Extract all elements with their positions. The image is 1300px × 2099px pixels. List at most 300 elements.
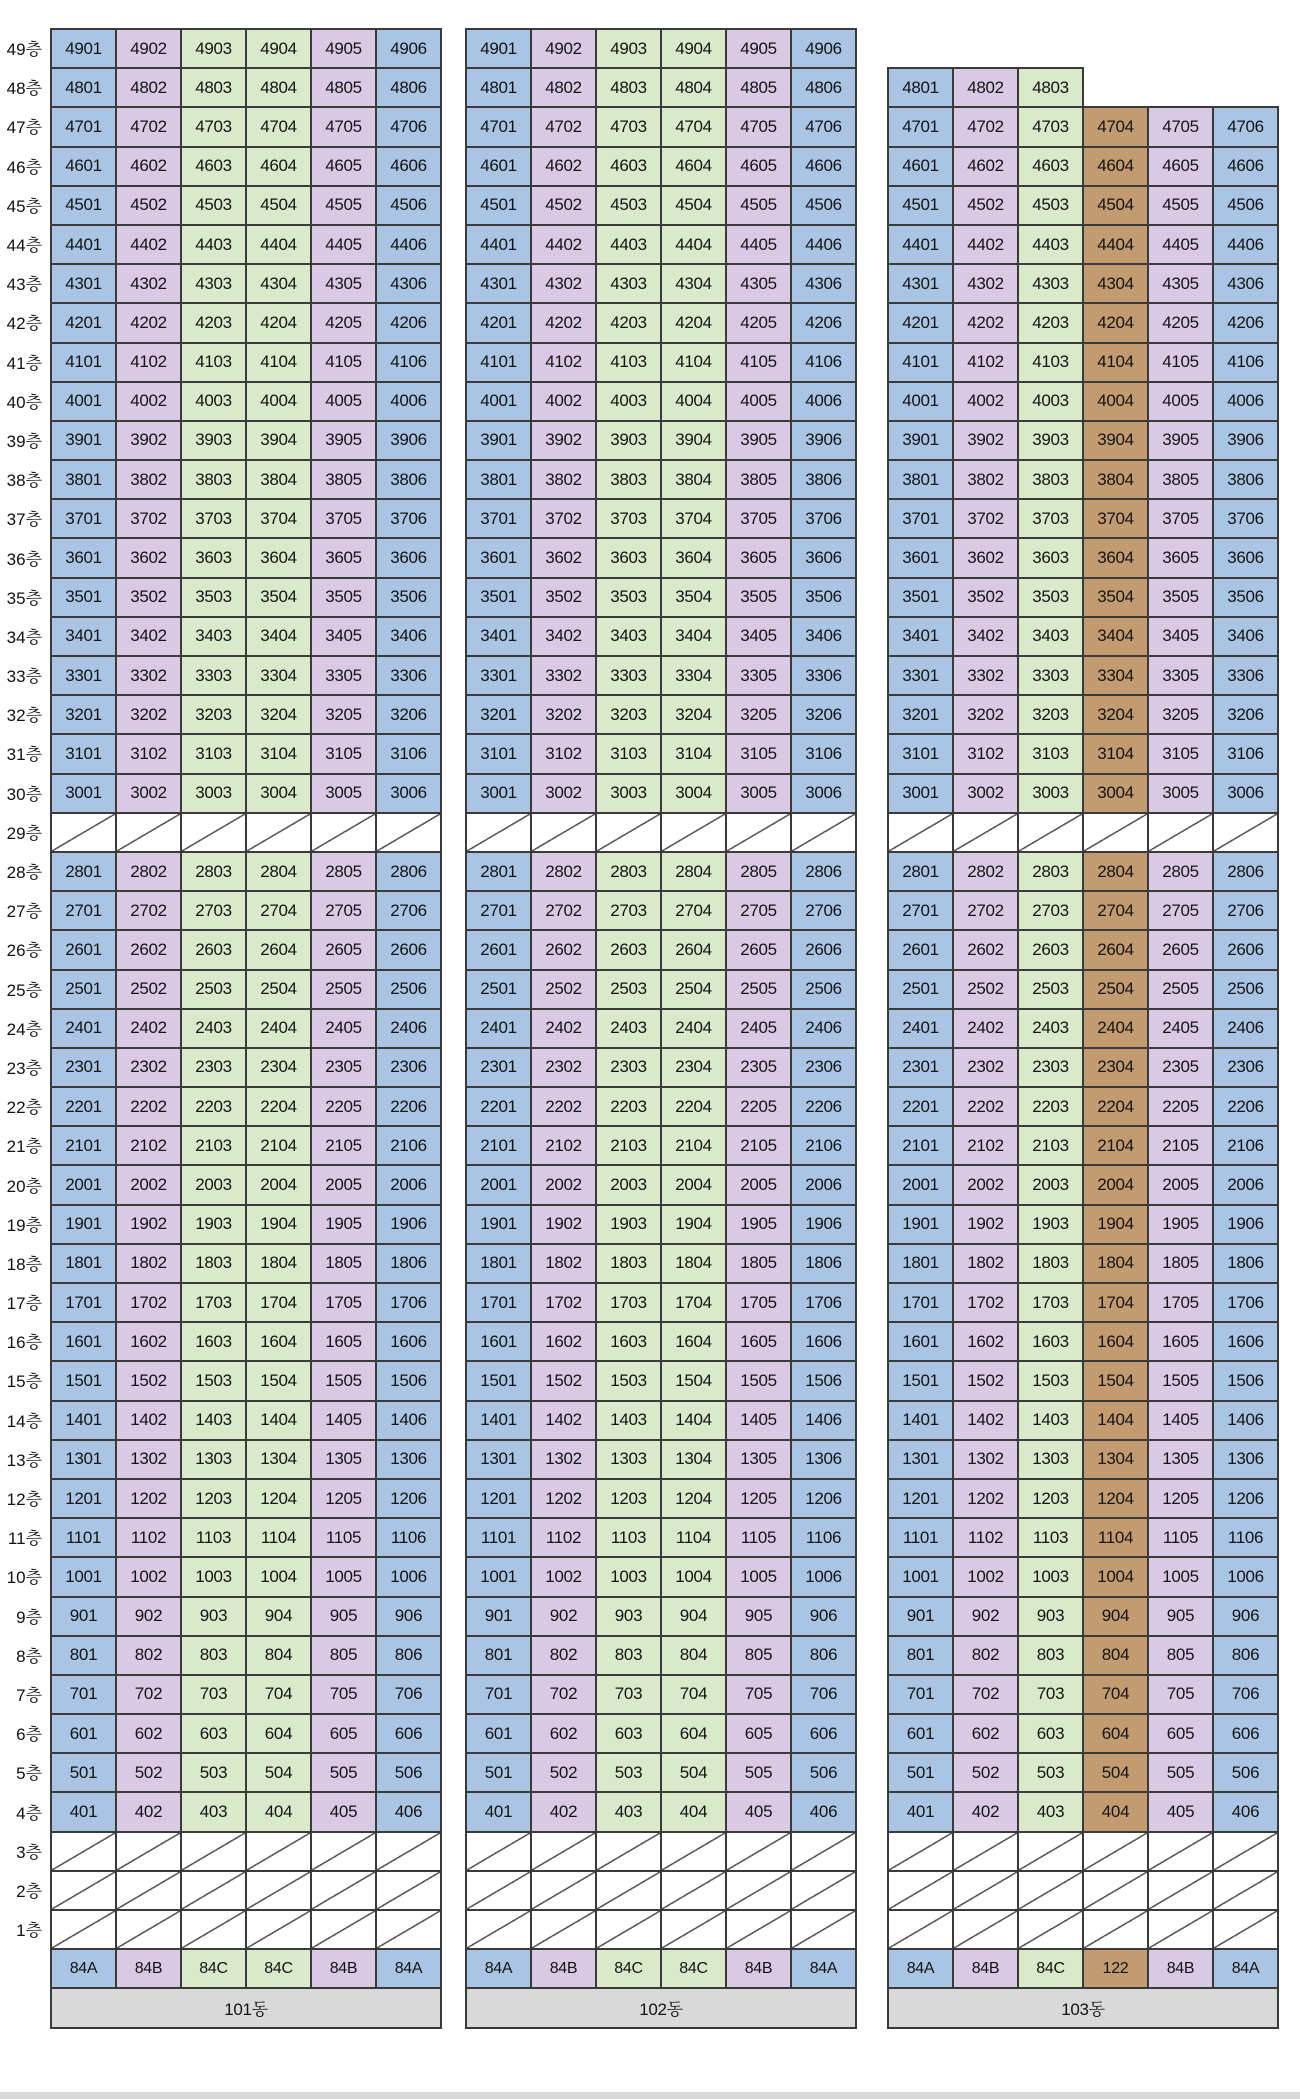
unit-cell[interactable]: 4004 — [661, 382, 726, 421]
unit-cell[interactable]: 3403 — [1018, 617, 1083, 656]
unit-cell[interactable]: 4203 — [181, 303, 246, 342]
unit-cell[interactable]: 4001 — [466, 382, 531, 421]
unit-cell[interactable]: 1801 — [466, 1244, 531, 1283]
unit-cell[interactable]: 3502 — [116, 578, 181, 617]
unit-cell[interactable]: 3002 — [116, 774, 181, 813]
unit-cell[interactable]: 3904 — [1083, 421, 1148, 460]
unit-cell[interactable]: 1406 — [1213, 1401, 1278, 1440]
unit-cell[interactable]: 4505 — [311, 186, 376, 225]
unit-cell[interactable]: 1304 — [1083, 1440, 1148, 1479]
unit-cell[interactable]: 1403 — [1018, 1401, 1083, 1440]
unit-cell[interactable]: 2404 — [1083, 1009, 1148, 1048]
unit-cell[interactable]: 4205 — [311, 303, 376, 342]
unit-cell[interactable]: 2302 — [531, 1048, 596, 1087]
unit-cell[interactable]: 3402 — [116, 617, 181, 656]
unit-cell[interactable]: 1405 — [1148, 1401, 1213, 1440]
unit-cell[interactable]: 1501 — [888, 1361, 953, 1400]
unit-cell[interactable]: 3205 — [726, 695, 791, 734]
unit-cell[interactable]: 2802 — [116, 852, 181, 891]
unit-cell[interactable]: 4801 — [51, 68, 116, 107]
unit-cell[interactable]: 3405 — [1148, 617, 1213, 656]
unit-cell[interactable]: 3501 — [888, 578, 953, 617]
unit-cell[interactable]: 4406 — [376, 225, 441, 264]
unit-cell[interactable]: 2103 — [1018, 1126, 1083, 1165]
unit-cell[interactable]: 505 — [311, 1753, 376, 1792]
unit-cell[interactable]: 1801 — [51, 1244, 116, 1283]
unit-cell[interactable]: 4702 — [953, 107, 1018, 146]
unit-cell[interactable]: 2105 — [1148, 1126, 1213, 1165]
unit-cell[interactable]: 602 — [531, 1714, 596, 1753]
unit-cell[interactable]: 4606 — [791, 147, 856, 186]
unit-cell[interactable]: 1802 — [116, 1244, 181, 1283]
unit-cell[interactable]: 3906 — [1213, 421, 1278, 460]
unit-cell[interactable]: 2402 — [116, 1009, 181, 1048]
unit-cell[interactable]: 401 — [466, 1792, 531, 1831]
unit-cell[interactable]: 1305 — [311, 1440, 376, 1479]
unit-cell[interactable]: 3004 — [246, 774, 311, 813]
unit-cell[interactable]: 3203 — [1018, 695, 1083, 734]
unit-cell[interactable]: 806 — [791, 1636, 856, 1675]
unit-cell[interactable]: 906 — [791, 1597, 856, 1636]
unit-cell[interactable]: 2202 — [531, 1087, 596, 1126]
unit-cell[interactable]: 2806 — [1213, 852, 1278, 891]
unit-cell[interactable]: 2606 — [1213, 930, 1278, 969]
unit-cell[interactable]: 3305 — [1148, 656, 1213, 695]
unit-cell[interactable]: 1205 — [726, 1479, 791, 1518]
unit-cell[interactable]: 3805 — [726, 460, 791, 499]
unit-cell[interactable]: 4105 — [311, 343, 376, 382]
unit-cell[interactable]: 1602 — [116, 1322, 181, 1361]
unit-cell[interactable]: 1102 — [531, 1518, 596, 1557]
unit-cell[interactable]: 2802 — [531, 852, 596, 891]
unit-cell[interactable]: 1202 — [531, 1479, 596, 1518]
unit-cell[interactable]: 1403 — [596, 1401, 661, 1440]
unit-cell[interactable]: 4201 — [466, 303, 531, 342]
unit-cell[interactable]: 2005 — [311, 1165, 376, 1204]
unit-cell[interactable]: 1701 — [466, 1283, 531, 1322]
unit-cell[interactable]: 2404 — [246, 1009, 311, 1048]
unit-cell[interactable]: 2401 — [51, 1009, 116, 1048]
unit-cell[interactable]: 2106 — [376, 1126, 441, 1165]
unit-cell[interactable]: 804 — [1083, 1636, 1148, 1675]
unit-cell[interactable]: 4206 — [376, 303, 441, 342]
unit-cell[interactable]: 4702 — [116, 107, 181, 146]
unit-cell[interactable]: 1702 — [953, 1283, 1018, 1322]
unit-cell[interactable]: 4204 — [1083, 303, 1148, 342]
unit-cell[interactable]: 1002 — [953, 1557, 1018, 1596]
unit-cell[interactable]: 2006 — [791, 1165, 856, 1204]
unit-cell[interactable]: 402 — [116, 1792, 181, 1831]
unit-cell[interactable]: 806 — [1213, 1636, 1278, 1675]
unit-cell[interactable]: 1003 — [181, 1557, 246, 1596]
unit-cell[interactable]: 3304 — [1083, 656, 1148, 695]
unit-cell[interactable]: 4506 — [1213, 186, 1278, 225]
unit-cell[interactable]: 504 — [661, 1753, 726, 1792]
unit-cell[interactable]: 1205 — [1148, 1479, 1213, 1518]
unit-cell[interactable]: 3504 — [1083, 578, 1148, 617]
unit-cell[interactable]: 1605 — [311, 1322, 376, 1361]
unit-cell[interactable]: 3706 — [376, 499, 441, 538]
unit-cell[interactable]: 605 — [311, 1714, 376, 1753]
unit-cell[interactable]: 1906 — [1213, 1205, 1278, 1244]
unit-cell[interactable]: 1206 — [1213, 1479, 1278, 1518]
unit-cell[interactable]: 505 — [726, 1753, 791, 1792]
unit-cell[interactable]: 1803 — [181, 1244, 246, 1283]
unit-cell[interactable]: 4406 — [1213, 225, 1278, 264]
unit-cell[interactable]: 3804 — [246, 460, 311, 499]
unit-cell[interactable]: 3703 — [596, 499, 661, 538]
unit-cell[interactable]: 3604 — [661, 538, 726, 577]
unit-cell[interactable]: 1705 — [726, 1283, 791, 1322]
unit-cell[interactable]: 1604 — [246, 1322, 311, 1361]
unit-cell[interactable]: 602 — [116, 1714, 181, 1753]
unit-cell[interactable]: 4804 — [246, 68, 311, 107]
unit-cell[interactable]: 801 — [466, 1636, 531, 1675]
unit-cell[interactable]: 1901 — [51, 1205, 116, 1244]
unit-cell[interactable]: 1503 — [181, 1361, 246, 1400]
unit-cell[interactable]: 4503 — [596, 186, 661, 225]
unit-cell[interactable]: 3506 — [791, 578, 856, 617]
unit-cell[interactable]: 3603 — [596, 538, 661, 577]
unit-cell[interactable]: 4003 — [596, 382, 661, 421]
unit-cell[interactable]: 2603 — [596, 930, 661, 969]
unit-cell[interactable]: 3406 — [376, 617, 441, 656]
unit-cell[interactable]: 3106 — [791, 734, 856, 773]
unit-cell[interactable]: 2306 — [1213, 1048, 1278, 1087]
unit-cell[interactable]: 3003 — [1018, 774, 1083, 813]
unit-cell[interactable]: 3705 — [311, 499, 376, 538]
unit-cell[interactable]: 3302 — [116, 656, 181, 695]
unit-cell[interactable]: 2702 — [531, 891, 596, 930]
unit-cell[interactable]: 1304 — [246, 1440, 311, 1479]
unit-cell[interactable]: 604 — [661, 1714, 726, 1753]
unit-cell[interactable]: 3203 — [181, 695, 246, 734]
unit-cell[interactable]: 1203 — [181, 1479, 246, 1518]
unit-cell[interactable]: 1501 — [51, 1361, 116, 1400]
unit-cell[interactable]: 1106 — [376, 1518, 441, 1557]
unit-cell[interactable]: 2803 — [181, 852, 246, 891]
unit-cell[interactable]: 1102 — [953, 1518, 1018, 1557]
unit-cell[interactable]: 3606 — [791, 538, 856, 577]
unit-cell[interactable]: 2704 — [661, 891, 726, 930]
unit-cell[interactable]: 3801 — [466, 460, 531, 499]
unit-cell[interactable]: 2002 — [953, 1165, 1018, 1204]
unit-cell[interactable]: 1606 — [376, 1322, 441, 1361]
unit-cell[interactable]: 4602 — [531, 147, 596, 186]
unit-cell[interactable]: 1705 — [311, 1283, 376, 1322]
unit-cell[interactable]: 1603 — [1018, 1322, 1083, 1361]
unit-cell[interactable]: 2402 — [953, 1009, 1018, 1048]
unit-cell[interactable]: 703 — [1018, 1675, 1083, 1714]
unit-cell[interactable]: 2303 — [596, 1048, 661, 1087]
unit-cell[interactable]: 4102 — [531, 343, 596, 382]
unit-cell[interactable]: 1103 — [181, 1518, 246, 1557]
unit-cell[interactable]: 2304 — [246, 1048, 311, 1087]
unit-cell[interactable]: 3906 — [376, 421, 441, 460]
unit-cell[interactable]: 2601 — [51, 930, 116, 969]
unit-cell[interactable]: 3104 — [1083, 734, 1148, 773]
unit-cell[interactable]: 901 — [466, 1597, 531, 1636]
unit-cell[interactable]: 3406 — [791, 617, 856, 656]
unit-cell[interactable]: 1302 — [531, 1440, 596, 1479]
unit-cell[interactable]: 3701 — [888, 499, 953, 538]
unit-cell[interactable]: 1904 — [661, 1205, 726, 1244]
unit-cell[interactable]: 1902 — [116, 1205, 181, 1244]
unit-cell[interactable]: 3304 — [246, 656, 311, 695]
unit-cell[interactable]: 3806 — [1213, 460, 1278, 499]
unit-cell[interactable]: 4901 — [51, 29, 116, 68]
unit-cell[interactable]: 4803 — [181, 68, 246, 107]
unit-cell[interactable]: 4402 — [953, 225, 1018, 264]
unit-cell[interactable]: 1806 — [791, 1244, 856, 1283]
unit-cell[interactable]: 705 — [311, 1675, 376, 1714]
unit-cell[interactable]: 4604 — [1083, 147, 1148, 186]
unit-cell[interactable]: 4106 — [791, 343, 856, 382]
unit-cell[interactable]: 2703 — [1018, 891, 1083, 930]
unit-cell[interactable]: 4203 — [1018, 303, 1083, 342]
unit-cell[interactable]: 3604 — [246, 538, 311, 577]
unit-cell[interactable]: 3705 — [726, 499, 791, 538]
unit-cell[interactable]: 4202 — [116, 303, 181, 342]
unit-cell[interactable]: 601 — [888, 1714, 953, 1753]
unit-cell[interactable]: 3804 — [661, 460, 726, 499]
unit-cell[interactable]: 4006 — [1213, 382, 1278, 421]
unit-cell[interactable]: 3304 — [661, 656, 726, 695]
unit-cell[interactable]: 1506 — [791, 1361, 856, 1400]
unit-cell[interactable]: 2004 — [661, 1165, 726, 1204]
unit-cell[interactable]: 3106 — [376, 734, 441, 773]
unit-cell[interactable]: 3105 — [726, 734, 791, 773]
unit-cell[interactable]: 2806 — [791, 852, 856, 891]
unit-cell[interactable]: 4605 — [1148, 147, 1213, 186]
unit-cell[interactable]: 2402 — [531, 1009, 596, 1048]
unit-cell[interactable]: 2506 — [376, 970, 441, 1009]
unit-cell[interactable]: 2505 — [1148, 970, 1213, 1009]
unit-cell[interactable]: 4604 — [246, 147, 311, 186]
unit-cell[interactable]: 604 — [1083, 1714, 1148, 1753]
unit-cell[interactable]: 2301 — [51, 1048, 116, 1087]
unit-cell[interactable]: 2102 — [116, 1126, 181, 1165]
unit-cell[interactable]: 1505 — [311, 1361, 376, 1400]
unit-cell[interactable]: 1704 — [661, 1283, 726, 1322]
unit-cell[interactable]: 1505 — [726, 1361, 791, 1400]
unit-cell[interactable]: 3105 — [1148, 734, 1213, 773]
unit-cell[interactable]: 3303 — [1018, 656, 1083, 695]
unit-cell[interactable]: 2406 — [1213, 1009, 1278, 1048]
unit-cell[interactable]: 3901 — [466, 421, 531, 460]
unit-cell[interactable]: 1804 — [246, 1244, 311, 1283]
unit-cell[interactable]: 506 — [376, 1753, 441, 1792]
unit-cell[interactable]: 4605 — [726, 147, 791, 186]
unit-cell[interactable]: 905 — [311, 1597, 376, 1636]
unit-cell[interactable]: 1506 — [376, 1361, 441, 1400]
unit-cell[interactable]: 2004 — [1083, 1165, 1148, 1204]
unit-cell[interactable]: 3601 — [888, 538, 953, 577]
unit-cell[interactable]: 1903 — [596, 1205, 661, 1244]
unit-cell[interactable]: 3902 — [953, 421, 1018, 460]
unit-cell[interactable]: 2106 — [791, 1126, 856, 1165]
unit-cell[interactable]: 1601 — [888, 1322, 953, 1361]
unit-cell[interactable]: 502 — [531, 1753, 596, 1792]
unit-cell[interactable]: 3802 — [116, 460, 181, 499]
unit-cell[interactable]: 3703 — [1018, 499, 1083, 538]
unit-cell[interactable]: 4103 — [1018, 343, 1083, 382]
unit-cell[interactable]: 1204 — [1083, 1479, 1148, 1518]
unit-cell[interactable]: 2101 — [888, 1126, 953, 1165]
unit-cell[interactable]: 2103 — [596, 1126, 661, 1165]
unit-cell[interactable]: 4405 — [1148, 225, 1213, 264]
unit-cell[interactable]: 1001 — [51, 1557, 116, 1596]
unit-cell[interactable]: 3105 — [311, 734, 376, 773]
unit-cell[interactable]: 4502 — [116, 186, 181, 225]
unit-cell[interactable]: 4106 — [376, 343, 441, 382]
unit-cell[interactable]: 1006 — [1213, 1557, 1278, 1596]
unit-cell[interactable]: 1706 — [791, 1283, 856, 1322]
unit-cell[interactable]: 2702 — [116, 891, 181, 930]
unit-cell[interactable]: 2003 — [181, 1165, 246, 1204]
unit-cell[interactable]: 2801 — [888, 852, 953, 891]
unit-cell[interactable]: 3604 — [1083, 538, 1148, 577]
unit-cell[interactable]: 805 — [311, 1636, 376, 1675]
unit-cell[interactable]: 1704 — [1083, 1283, 1148, 1322]
unit-cell[interactable]: 2005 — [1148, 1165, 1213, 1204]
unit-cell[interactable]: 3803 — [181, 460, 246, 499]
unit-cell[interactable]: 3703 — [181, 499, 246, 538]
unit-cell[interactable]: 2204 — [246, 1087, 311, 1126]
unit-cell[interactable]: 1005 — [311, 1557, 376, 1596]
unit-cell[interactable]: 4101 — [51, 343, 116, 382]
unit-cell[interactable]: 1201 — [466, 1479, 531, 1518]
unit-cell[interactable]: 2302 — [116, 1048, 181, 1087]
unit-cell[interactable]: 4405 — [726, 225, 791, 264]
unit-cell[interactable]: 1802 — [531, 1244, 596, 1283]
unit-cell[interactable]: 2801 — [51, 852, 116, 891]
unit-cell[interactable]: 2701 — [466, 891, 531, 930]
unit-cell[interactable]: 1702 — [116, 1283, 181, 1322]
unit-cell[interactable]: 1404 — [246, 1401, 311, 1440]
unit-cell[interactable]: 3204 — [661, 695, 726, 734]
unit-cell[interactable]: 1403 — [181, 1401, 246, 1440]
unit-cell[interactable]: 3101 — [51, 734, 116, 773]
unit-cell[interactable]: 1705 — [1148, 1283, 1213, 1322]
unit-cell[interactable]: 4401 — [51, 225, 116, 264]
unit-cell[interactable]: 4106 — [1213, 343, 1278, 382]
unit-cell[interactable]: 4101 — [466, 343, 531, 382]
unit-cell[interactable]: 4504 — [246, 186, 311, 225]
unit-cell[interactable]: 3101 — [466, 734, 531, 773]
unit-cell[interactable]: 4205 — [726, 303, 791, 342]
unit-cell[interactable]: 4002 — [531, 382, 596, 421]
unit-cell[interactable]: 1902 — [953, 1205, 1018, 1244]
unit-cell[interactable]: 406 — [376, 1792, 441, 1831]
unit-cell[interactable]: 2604 — [661, 930, 726, 969]
unit-cell[interactable]: 804 — [246, 1636, 311, 1675]
unit-cell[interactable]: 4206 — [791, 303, 856, 342]
unit-cell[interactable]: 2706 — [376, 891, 441, 930]
unit-cell[interactable]: 4802 — [531, 68, 596, 107]
unit-cell[interactable]: 2603 — [181, 930, 246, 969]
unit-cell[interactable]: 3301 — [51, 656, 116, 695]
unit-cell[interactable]: 3403 — [181, 617, 246, 656]
unit-cell[interactable]: 4902 — [116, 29, 181, 68]
unit-cell[interactable]: 3606 — [1213, 538, 1278, 577]
unit-cell[interactable]: 1405 — [311, 1401, 376, 1440]
unit-cell[interactable]: 1502 — [116, 1361, 181, 1400]
unit-cell[interactable]: 2705 — [1148, 891, 1213, 930]
unit-cell[interactable]: 406 — [791, 1792, 856, 1831]
unit-cell[interactable]: 4301 — [466, 264, 531, 303]
unit-cell[interactable]: 2305 — [311, 1048, 376, 1087]
unit-cell[interactable]: 703 — [596, 1675, 661, 1714]
unit-cell[interactable]: 1602 — [531, 1322, 596, 1361]
unit-cell[interactable]: 1803 — [1018, 1244, 1083, 1283]
unit-cell[interactable]: 902 — [953, 1597, 1018, 1636]
unit-cell[interactable]: 1005 — [1148, 1557, 1213, 1596]
unit-cell[interactable]: 4505 — [726, 186, 791, 225]
unit-cell[interactable]: 2803 — [596, 852, 661, 891]
unit-cell[interactable]: 2306 — [376, 1048, 441, 1087]
unit-cell[interactable]: 2401 — [888, 1009, 953, 1048]
unit-cell[interactable]: 1104 — [246, 1518, 311, 1557]
unit-cell[interactable]: 3002 — [531, 774, 596, 813]
unit-cell[interactable]: 3205 — [311, 695, 376, 734]
unit-cell[interactable]: 4202 — [531, 303, 596, 342]
unit-cell[interactable]: 3706 — [791, 499, 856, 538]
unit-cell[interactable]: 801 — [888, 1636, 953, 1675]
unit-cell[interactable]: 504 — [246, 1753, 311, 1792]
unit-cell[interactable]: 403 — [596, 1792, 661, 1831]
unit-cell[interactable]: 2105 — [726, 1126, 791, 1165]
unit-cell[interactable]: 4803 — [596, 68, 661, 107]
unit-cell[interactable]: 1306 — [791, 1440, 856, 1479]
unit-cell[interactable]: 4304 — [1083, 264, 1148, 303]
unit-cell[interactable]: 4401 — [466, 225, 531, 264]
unit-cell[interactable]: 3502 — [531, 578, 596, 617]
unit-cell[interactable]: 3806 — [791, 460, 856, 499]
unit-cell[interactable]: 1404 — [661, 1401, 726, 1440]
unit-cell[interactable]: 1704 — [246, 1283, 311, 1322]
unit-cell[interactable]: 4504 — [1083, 186, 1148, 225]
unit-cell[interactable]: 4003 — [181, 382, 246, 421]
unit-cell[interactable]: 904 — [246, 1597, 311, 1636]
unit-cell[interactable]: 3306 — [1213, 656, 1278, 695]
unit-cell[interactable]: 4206 — [1213, 303, 1278, 342]
unit-cell[interactable]: 3704 — [1083, 499, 1148, 538]
unit-cell[interactable]: 3503 — [596, 578, 661, 617]
unit-cell[interactable]: 4602 — [953, 147, 1018, 186]
unit-cell[interactable]: 2703 — [181, 891, 246, 930]
unit-cell[interactable]: 3006 — [376, 774, 441, 813]
unit-cell[interactable]: 4301 — [888, 264, 953, 303]
unit-cell[interactable]: 1804 — [1083, 1244, 1148, 1283]
unit-cell[interactable]: 2204 — [661, 1087, 726, 1126]
unit-cell[interactable]: 3103 — [1018, 734, 1083, 773]
unit-cell[interactable]: 3802 — [953, 460, 1018, 499]
unit-cell[interactable]: 1103 — [596, 1518, 661, 1557]
unit-cell[interactable]: 1004 — [1083, 1557, 1148, 1596]
unit-cell[interactable]: 3702 — [531, 499, 596, 538]
unit-cell[interactable]: 2605 — [311, 930, 376, 969]
unit-cell[interactable]: 1101 — [466, 1518, 531, 1557]
unit-cell[interactable]: 4801 — [466, 68, 531, 107]
unit-cell[interactable]: 1602 — [953, 1322, 1018, 1361]
unit-cell[interactable]: 4204 — [246, 303, 311, 342]
unit-cell[interactable]: 4403 — [181, 225, 246, 264]
unit-cell[interactable]: 2003 — [596, 1165, 661, 1204]
unit-cell[interactable]: 3204 — [246, 695, 311, 734]
unit-cell[interactable]: 4403 — [596, 225, 661, 264]
unit-cell[interactable]: 601 — [51, 1714, 116, 1753]
